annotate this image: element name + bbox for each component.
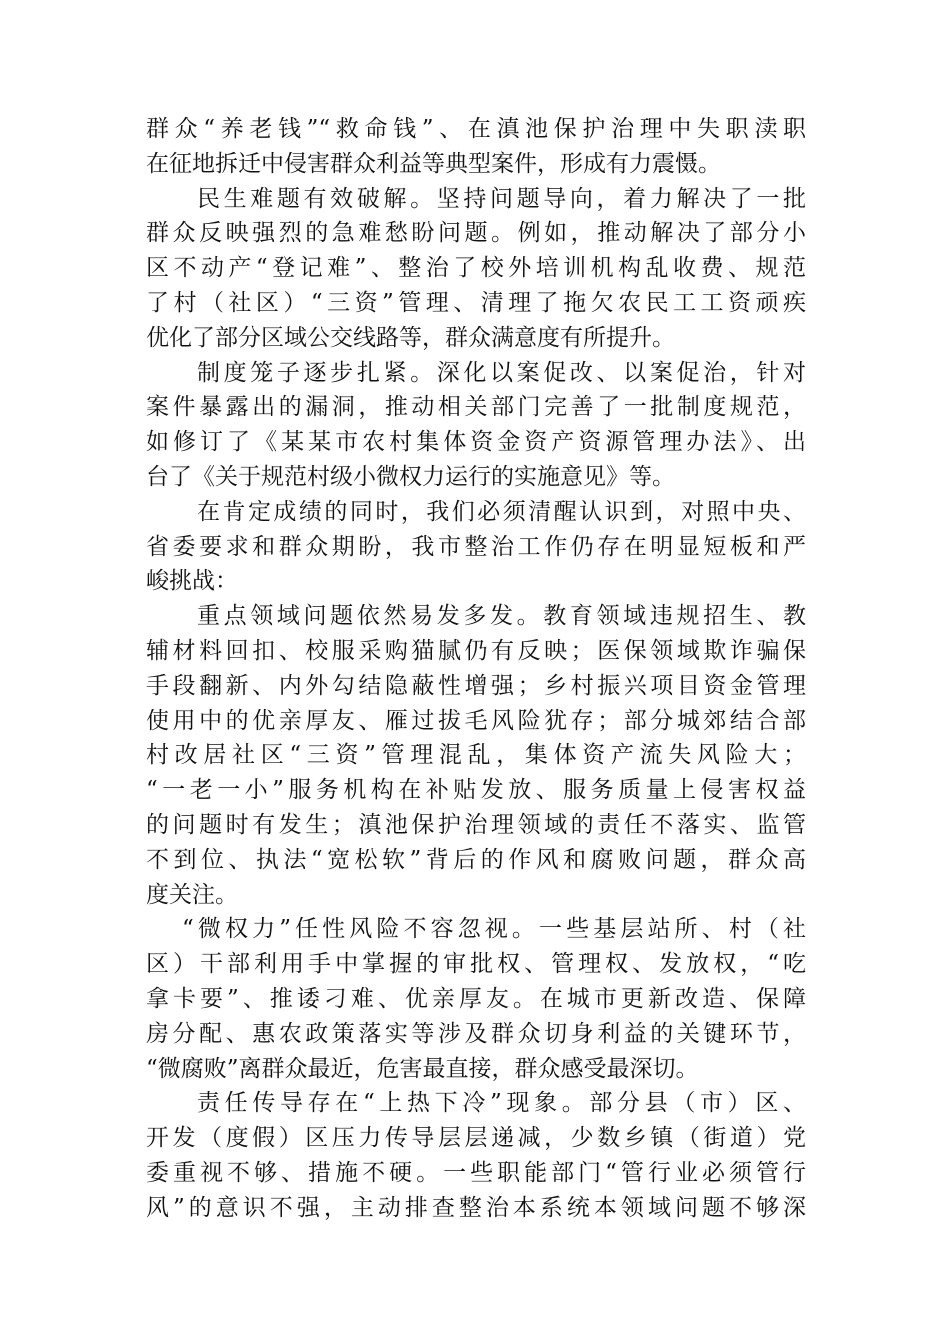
text-line: 不到位、执法“宽松软”背后的作风和腐败问题，群众高 [146, 846, 806, 873]
text-line: 手段翻新、内外勾结隐蔽性增强；乡村振兴项目资金管理 [146, 672, 806, 699]
text-line: 开发（度假）区压力传导层层递减，少数乡镇（街道）党 [146, 1125, 806, 1152]
paragraph [146, 912, 806, 1086]
text-line: 案件暴露出的漏洞，推动相关部门完善了一批制度规范， [146, 394, 806, 421]
text-line: 峻挑战： [146, 568, 238, 595]
text-line: 委重视不够、措施不硬。一些职能部门“管行业必须管行 [146, 1159, 806, 1186]
text-line: 在征地拆迁中侵害群众利益等典型案件，形成有力震慑。 [146, 150, 721, 177]
text-line: “一老一小”服务机构在补贴发放、服务质量上侵害权益 [146, 777, 806, 804]
paragraph-heading-line: 在肯定成绩的同时，我们必须清醒认识到，对照中央、 [197, 498, 806, 525]
paragraph [146, 599, 806, 912]
paragraph-heading-line: 责任传导存在“上热下冷”现象。部分县（市）区、 [197, 1090, 806, 1117]
text-line: 区不动产“登记难”、整治了校外培训机构乱收费、规范 [146, 255, 806, 282]
paragraph [146, 1086, 806, 1225]
text-line: 风”的意识不强，主动排查整治本系统本领域问题不够深 [146, 1194, 806, 1221]
text-line: 度关注。 [146, 881, 238, 908]
text-line: 使用中的优亲厚友、雁过拔毛风险犹存；部分城郊结合部 [146, 707, 806, 734]
text-line: 区）干部利用手中掌握的审批权、管理权、发放权，“吃 [146, 951, 806, 978]
paragraph-heading-line: 重点领域问题依然易发多发。教育领域违规招生、教 [197, 603, 806, 630]
text-line: 村改居社区“三资”管理混乱，集体资产流失风险大； [146, 742, 806, 769]
text-line: 省委要求和群众期盼，我市整治工作仍存在明显短板和严 [146, 533, 806, 560]
text-line: 台了《关于规范村级小微权力运行的实施意见》等。 [146, 463, 675, 490]
paragraph [146, 356, 806, 495]
text-line: 群众“养老钱”“救命钱”、在滇池保护治理中失职渎职 [146, 116, 806, 142]
paragraph [146, 495, 806, 599]
paragraph-heading-line: “微权力”任性风险不容忽视。一些基层站所、村（社 [182, 916, 806, 943]
text-line: 房分配、惠农政策落实等涉及群众切身利益的关键环节， [146, 1020, 806, 1047]
text-line: 的问题时有发生；滇池保护治理领域的责任不落实、监管 [146, 811, 806, 838]
document-body [146, 112, 806, 1226]
text-line: 拿卡要”、推诿刁难、优亲厚友。在城市更新改造、保障 [146, 985, 806, 1012]
paragraph-heading-line: 制度笼子逐步扎紧。深化以案促改、以案促治，针对 [197, 359, 806, 386]
text-line: “微腐败”离群众最近，危害最直接，群众感受最深切。 [146, 1055, 699, 1082]
text-line: 优化了部分区域公交线路等，群众满意度有所提升。 [146, 324, 675, 351]
text-line: 群众反映强烈的急难愁盼问题。例如，推动解决了部分小 [146, 220, 806, 247]
paragraph [146, 182, 806, 356]
text-line: 如修订了《某某市农村集体资金资产资源管理办法》、出 [146, 429, 806, 456]
paragraph [146, 112, 806, 182]
paragraph-heading-line: 民生难题有效破解。坚持问题导向，着力解决了一批 [197, 185, 806, 212]
text-line: 辅材料回扣、校服采购猫腻仍有反映；医保领域欺诈骗保 [146, 637, 806, 664]
text-line: 了村（社区）“三资”管理、清理了拖欠农民工工资顽疾 [146, 289, 806, 316]
